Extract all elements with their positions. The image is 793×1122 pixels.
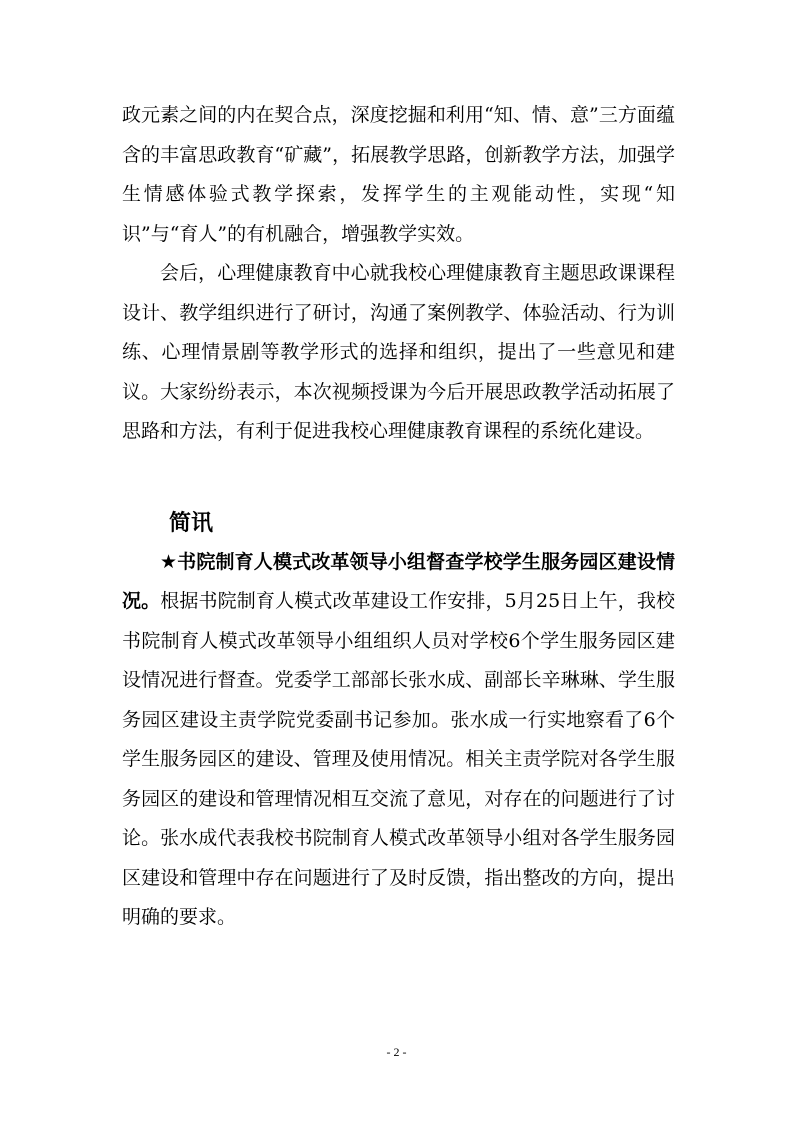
news-item-title: ★书院制育人模式改革领导小组督查学校学生服务园区建设情况。 xyxy=(122,550,675,612)
body-paragraph-continued: 政元素之间的内在契合点，深度挖掘和利用“知、情、意”三方面蕴含的丰富思政教育“矿藏”，拓展教学思路，创新教学方法，加强学生情感体验式教学探索，发挥学生的主观能动性，实现“知识”与“育人”的有机融合，增强教学实效。 xyxy=(122,104,675,245)
news-item-text: 根据书院制育人模式改革建设工作安排，5月25日上午，我校书院制育人模式改革领导小组组织人员对学校6个学生服务园区建设情况进行督查。党委学工部部长张水成、副部长辛琳琳、学生服务园区建设主责学院党委副书记参加。张水成一行实地察看了6个学生服务园区的建设、管理及使用情况。相关主责学院对各学生服务园区的建设和管理情况相互交流了意见，对存在的问题进行了讨论。张水成代表我校书院制育人模式改革领导小组对各学生服务园区建设和管理中存在问题进行了及时反馈，指出整改的方向，提出明确的要求。 xyxy=(122,590,675,928)
page-number: - 2 - xyxy=(386,1045,407,1059)
body-paragraph-meeting-followup: 会后，心理健康教育中心就我校心理健康教育主题思政课课程设计、教学组织进行了研讨，沟通了案例教学、体验活动、行为训练、心理情景剧等教学形式的选择和组织，提出了一些意见和建议。大家纷纷表示，本次视频授课为今后开展思政教学活动拓展了思路和方法，有利于促进我校心理健康教育课程的系统化建设。 xyxy=(122,262,675,442)
section-heading-brief-news: 简讯 xyxy=(169,509,214,536)
page-content xyxy=(122,96,675,938)
news-item xyxy=(122,543,675,938)
